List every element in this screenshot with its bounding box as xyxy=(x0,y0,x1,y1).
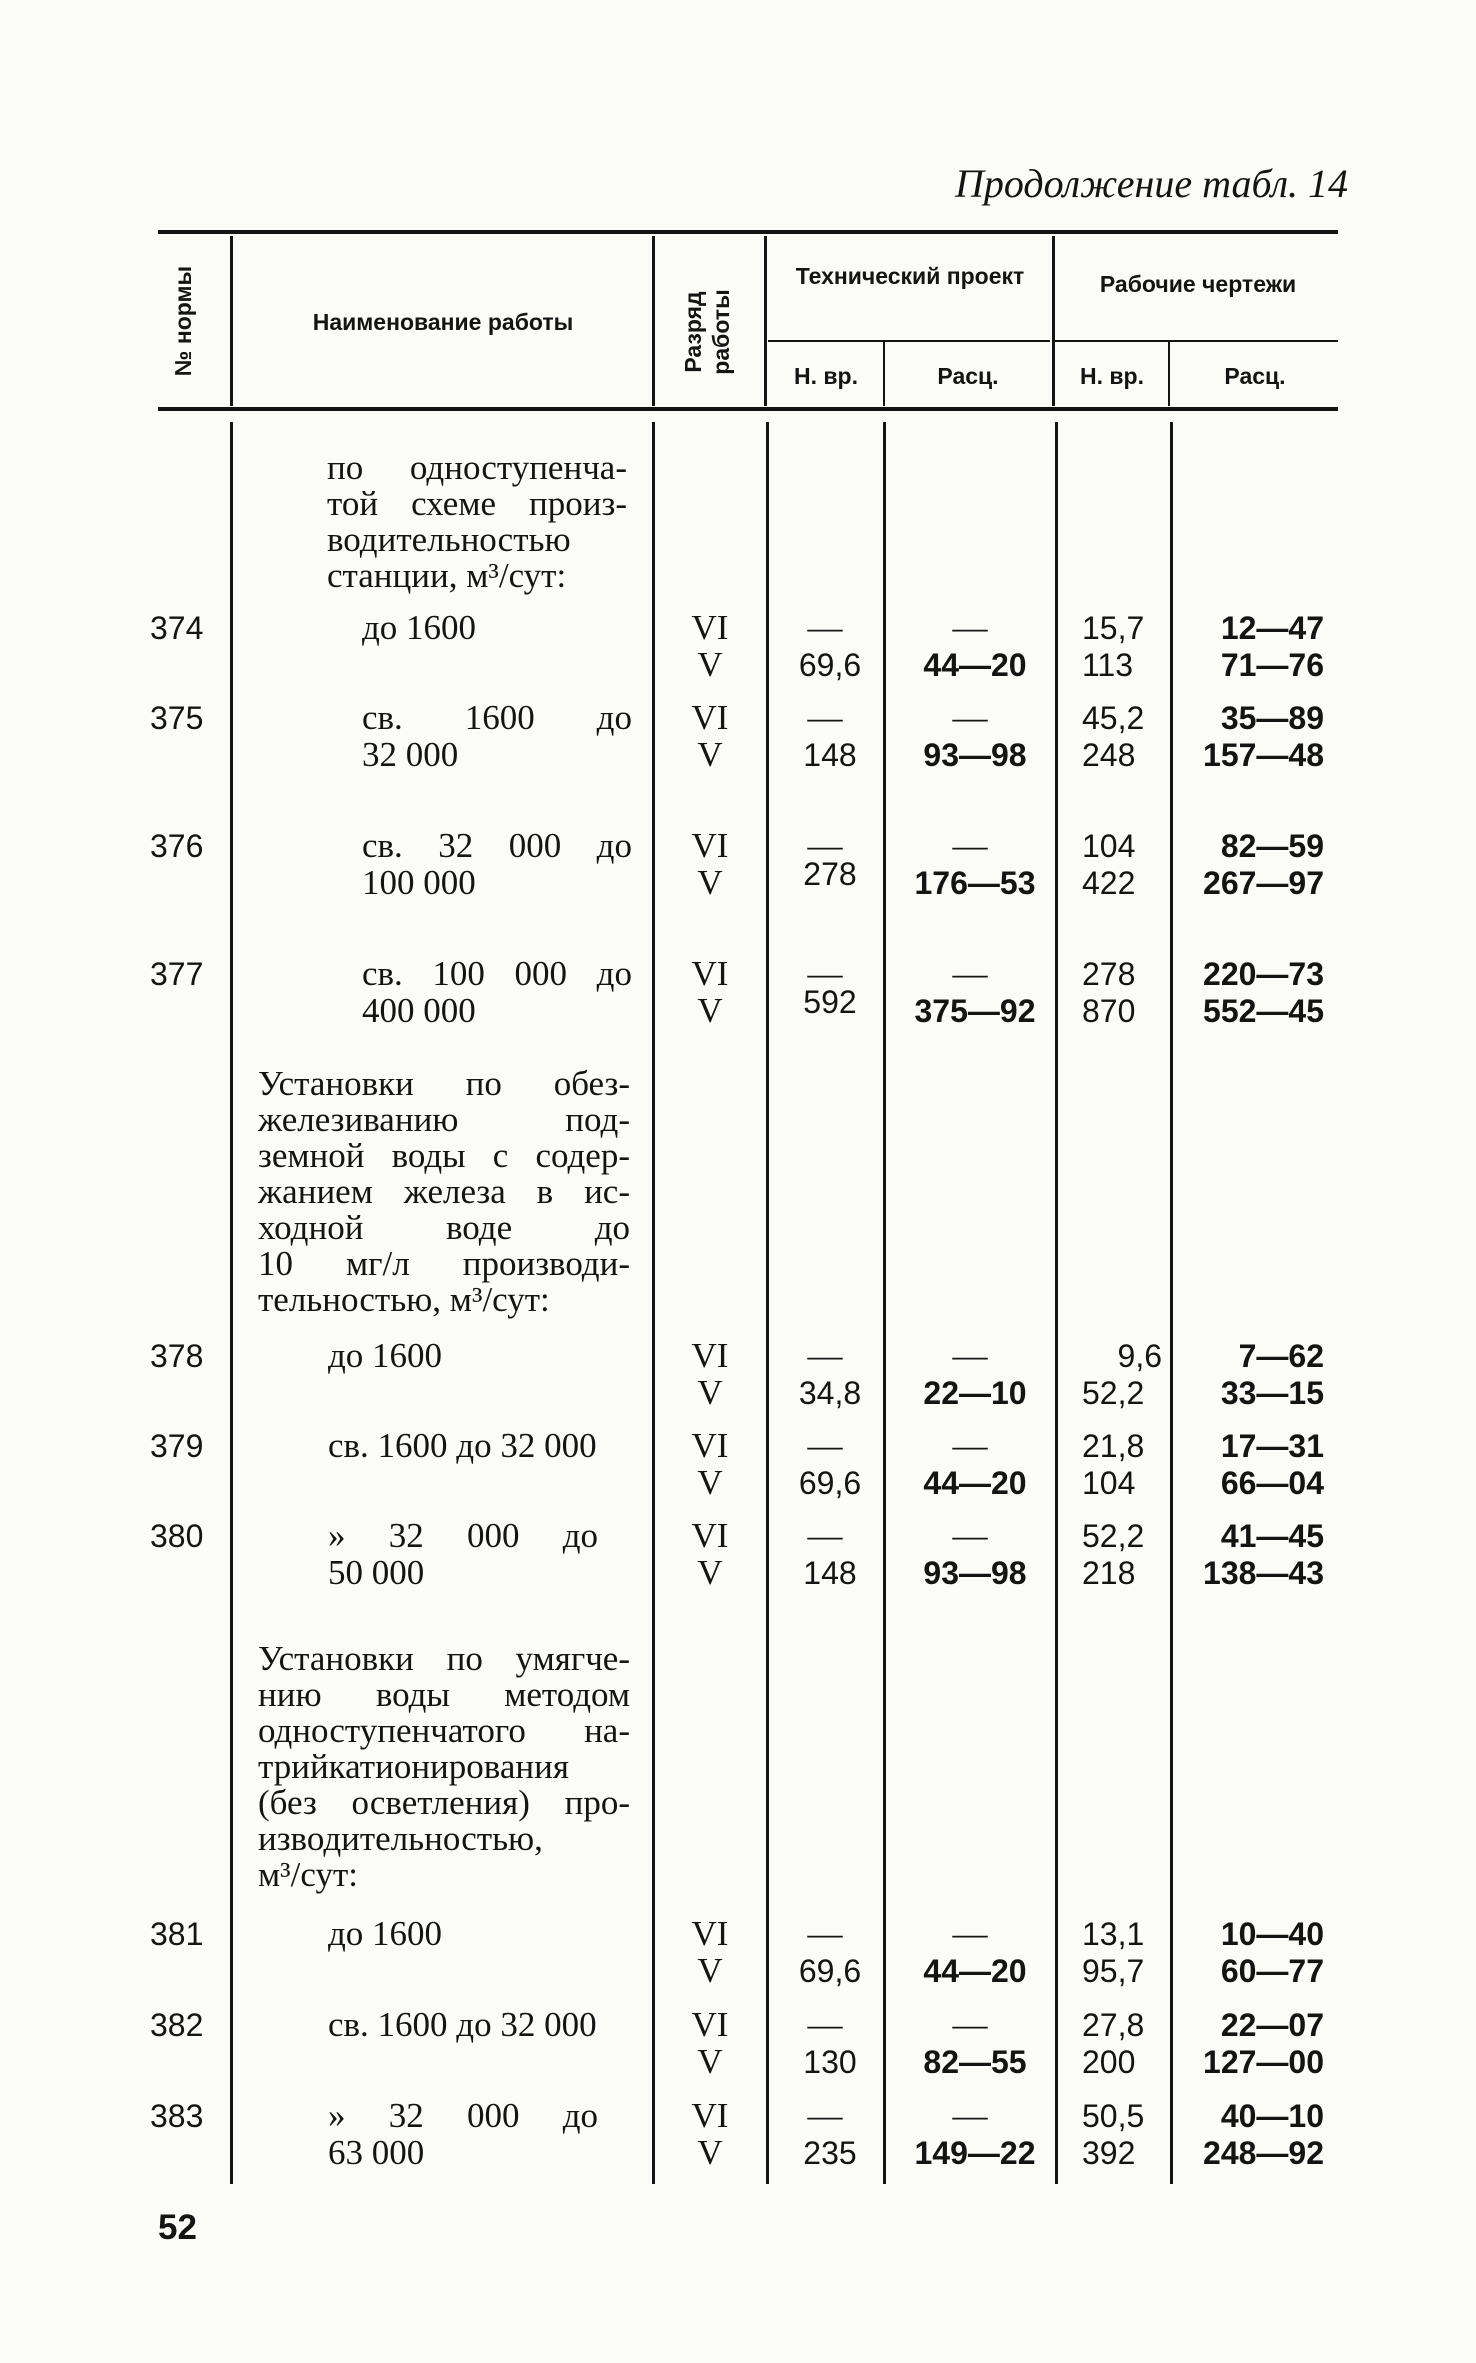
row-work-price: 12—47 xyxy=(1220,610,1324,646)
row-norm-number: 375 xyxy=(150,700,204,736)
row-name-line: » 32 000 до xyxy=(328,1516,598,1555)
row-work-hours: 45,2 xyxy=(1082,700,1145,736)
row-work-price: 17—31 xyxy=(1220,1428,1324,1464)
row-work-hours: 218 xyxy=(1082,1555,1136,1591)
row-tech-price-dash: — xyxy=(952,1336,988,1375)
row-grade: VI xyxy=(691,826,729,865)
row-tech-hours: 69,6 xyxy=(798,1953,862,1989)
row-grade: VI xyxy=(691,1516,729,1555)
row-work-price: 41—45 xyxy=(1220,1518,1324,1554)
row-work-price: 267—97 xyxy=(1203,865,1324,901)
row-name-line: 63 000 xyxy=(328,2133,425,2172)
header-sub-divider-tech xyxy=(883,342,885,406)
header-name: Наименование работы xyxy=(312,309,574,335)
row-work-price: 552—45 xyxy=(1203,993,1324,1029)
header-grade xyxy=(679,247,739,417)
group-tech-underline xyxy=(768,340,1050,342)
row-tech-price-dash: — xyxy=(952,1516,988,1555)
row-work-price: 220—73 xyxy=(1203,956,1324,992)
row-work-hours: 870 xyxy=(1082,993,1136,1029)
header-top-rule xyxy=(158,230,1338,234)
row-work-hours: 50,5 xyxy=(1082,2098,1145,2134)
row-work-hours: 104 xyxy=(1082,1465,1136,1501)
row-grade: VI xyxy=(691,1426,729,1465)
row-work-hours: 15,7 xyxy=(1082,610,1145,646)
row-work-hours: 21,8 xyxy=(1082,1428,1145,1464)
row-tech-hours: 148 xyxy=(803,1555,857,1591)
row-name-line: 32 000 xyxy=(362,735,459,774)
row-tech-price: 93—98 xyxy=(923,1555,1027,1591)
header-tech-price: Расц. xyxy=(937,363,999,389)
body-divider-norm xyxy=(230,422,233,2184)
body-divider-grade xyxy=(766,422,769,2184)
row-grade: V xyxy=(697,2042,723,2081)
body-divider-tech xyxy=(1055,422,1058,2184)
row-tech-hours-dash: — xyxy=(807,698,843,737)
header-norm: № нормы xyxy=(170,265,196,377)
row-work-price: 127—00 xyxy=(1203,2044,1324,2080)
header-group-work: Рабочие чертежи xyxy=(1099,271,1297,297)
header-group-tech-text: Технический проект xyxy=(795,263,1025,289)
row-tech-hours: 592 xyxy=(803,984,857,1020)
header-divider-norm xyxy=(230,236,233,406)
row-grade: VI xyxy=(691,1914,729,1953)
row-grade: V xyxy=(697,863,723,902)
row-name-line: » 32 000 до xyxy=(328,2096,598,2135)
row-work-hours: 278 xyxy=(1082,956,1136,992)
row-tech-price: 82—55 xyxy=(923,2044,1027,2080)
row-grade: VI xyxy=(691,954,729,993)
row-grade: V xyxy=(697,645,723,684)
row-work-hours: 27,8 xyxy=(1082,2007,1145,2043)
row-name-line: св. 32 000 до xyxy=(362,826,632,865)
page-number: 52 xyxy=(158,2208,197,2247)
row-work-price: 157—48 xyxy=(1203,737,1324,773)
row-name-line: до 1600 xyxy=(328,1336,443,1375)
row-tech-price: 93—98 xyxy=(923,737,1027,773)
row-tech-hours: 69,6 xyxy=(798,1465,862,1501)
row-work-hours: 113 xyxy=(1082,647,1134,683)
row-tech-hours-dash: — xyxy=(807,1516,843,1555)
row-tech-hours-dash: — xyxy=(807,826,843,865)
row-grade: VI xyxy=(691,608,729,647)
row-tech-price-dash: — xyxy=(952,2005,988,2044)
row-grade: V xyxy=(697,1463,723,1502)
row-name-line: св. 1600 до xyxy=(362,698,632,737)
header-divider-grade xyxy=(764,236,767,406)
row-work-price: 138—43 xyxy=(1203,1555,1324,1591)
row-grade: VI xyxy=(691,2096,729,2135)
row-tech-hours-dash: — xyxy=(807,1914,843,1953)
row-norm-number: 379 xyxy=(150,1428,204,1464)
section-description-3: Установки по умягче- нию воды методом одноступенчатого на- трийкатионирования (без осветления) про- изводительностью, м³/сут: xyxy=(258,1639,630,1894)
row-name-line: 400 000 xyxy=(362,991,476,1030)
row-name-line: до 1600 xyxy=(328,1914,443,1953)
row-tech-hours-dash: — xyxy=(807,2005,843,2044)
row-work-price: 22—07 xyxy=(1220,2007,1324,2043)
row-norm-number: 382 xyxy=(150,2007,204,2043)
body-divider-tech-sub xyxy=(883,422,886,2184)
row-grade: VI xyxy=(691,1336,729,1375)
row-work-hours: 392 xyxy=(1082,2135,1136,2171)
row-tech-hours-dash: — xyxy=(807,1426,843,1465)
section-description-2: Установки по обез- железиванию под- земной воды с содер- жанием железа в ис- ходной воде до 10 мг/л производи- тельностью, м³/сут: xyxy=(258,1064,630,1319)
row-tech-price-dash: — xyxy=(952,2096,988,2135)
row-tech-price: 176—53 xyxy=(914,865,1036,901)
row-tech-hours: 34,8 xyxy=(798,1375,862,1411)
row-tech-price: 44—20 xyxy=(923,647,1027,683)
row-work-hours: 52,2 xyxy=(1082,1375,1145,1411)
row-norm-number: 383 xyxy=(150,2098,204,2134)
row-work-hours: 248 xyxy=(1082,737,1136,773)
row-tech-price-dash: — xyxy=(952,608,988,647)
row-grade: VI xyxy=(691,698,729,737)
body-divider-name xyxy=(652,422,655,2184)
row-tech-price-dash: — xyxy=(952,698,988,737)
row-grade: V xyxy=(697,2133,723,2172)
row-work-price: 82—59 xyxy=(1220,828,1324,864)
row-tech-hours: 278 xyxy=(803,856,857,892)
header-divider-name xyxy=(652,236,655,406)
row-grade: V xyxy=(697,1951,723,1990)
header-bottom-rule xyxy=(158,407,1338,411)
row-grade: V xyxy=(697,1553,723,1592)
row-work-hours: 104 xyxy=(1082,828,1136,864)
row-norm-number: 381 xyxy=(150,1916,204,1952)
row-tech-price: 375—92 xyxy=(914,993,1036,1029)
header-sub-divider-work xyxy=(1168,342,1170,406)
row-work-hours: 9,6 xyxy=(1117,1338,1162,1374)
row-tech-hours: 69,6 xyxy=(798,647,862,683)
header-divider-tech xyxy=(1052,236,1055,406)
row-work-price: 71—76 xyxy=(1220,647,1324,683)
row-tech-price: 22—10 xyxy=(923,1375,1027,1411)
row-tech-price: 44—20 xyxy=(923,1465,1027,1501)
row-name-line: св. 1600 до 32 000 xyxy=(328,2005,597,2044)
body-divider-work-sub xyxy=(1170,422,1173,2184)
row-tech-hours-dash: — xyxy=(807,2096,843,2135)
row-work-hours: 200 xyxy=(1082,2044,1136,2080)
row-tech-hours-dash: — xyxy=(807,1336,843,1375)
row-norm-number: 376 xyxy=(150,828,204,864)
row-name-line: св. 1600 до 32 000 xyxy=(328,1426,597,1465)
row-work-price: 66—04 xyxy=(1220,1465,1324,1501)
row-tech-hours-dash: — xyxy=(807,608,843,647)
row-tech-price-dash: — xyxy=(952,1914,988,1953)
header-tech-hours: Н. вр. xyxy=(794,363,858,389)
row-work-hours: 95,7 xyxy=(1082,1953,1145,1989)
row-work-price: 7—62 xyxy=(1238,1338,1324,1374)
row-tech-price-dash: — xyxy=(952,954,988,993)
row-norm-number: 380 xyxy=(150,1518,204,1554)
row-tech-hours-dash: — xyxy=(807,954,843,993)
header-grade-text: Разряд работы xyxy=(680,289,734,375)
row-grade: V xyxy=(697,735,723,774)
row-tech-price: 149—22 xyxy=(914,2135,1036,2171)
row-tech-hours: 235 xyxy=(803,2135,857,2171)
row-work-price: 33—15 xyxy=(1220,1375,1324,1411)
row-work-hours: 52,2 xyxy=(1082,1518,1145,1554)
row-name-line: 100 000 xyxy=(362,863,476,902)
row-work-price: 60—77 xyxy=(1220,1953,1324,1989)
header-work-price: Расц. xyxy=(1224,363,1286,389)
row-name-line: 50 000 xyxy=(328,1553,425,1592)
row-name-line: св. 100 000 до xyxy=(362,954,632,993)
row-norm-number: 374 xyxy=(150,610,204,646)
row-tech-hours: 148 xyxy=(803,737,857,773)
table-caption: Продолжение табл. 14 xyxy=(955,161,1349,206)
row-norm-number: 378 xyxy=(150,1338,204,1374)
row-work-price: 10—40 xyxy=(1220,1916,1324,1952)
row-tech-price-dash: — xyxy=(952,1426,988,1465)
row-grade: V xyxy=(697,991,723,1030)
row-tech-price: 44—20 xyxy=(923,1953,1027,1989)
header-group-tech xyxy=(790,262,1030,290)
row-work-hours: 13,1 xyxy=(1082,1916,1145,1952)
row-name-line: до 1600 xyxy=(362,608,477,647)
row-work-price: 248—92 xyxy=(1203,2135,1324,2171)
header-work-hours: Н. вр. xyxy=(1080,363,1144,389)
row-norm-number: 377 xyxy=(150,956,204,992)
section-description-1: по одноступенча- той схеме произ- водительностью станции, м³/сут: xyxy=(327,448,627,595)
row-work-hours: 422 xyxy=(1082,865,1136,901)
row-tech-hours: 130 xyxy=(803,2044,857,2080)
row-grade: VI xyxy=(691,2005,729,2044)
row-tech-price-dash: — xyxy=(952,826,988,865)
row-work-price: 35—89 xyxy=(1220,700,1324,736)
group-work-underline xyxy=(1054,340,1338,342)
row-grade: V xyxy=(697,1373,723,1412)
row-work-price: 40—10 xyxy=(1220,2098,1324,2134)
